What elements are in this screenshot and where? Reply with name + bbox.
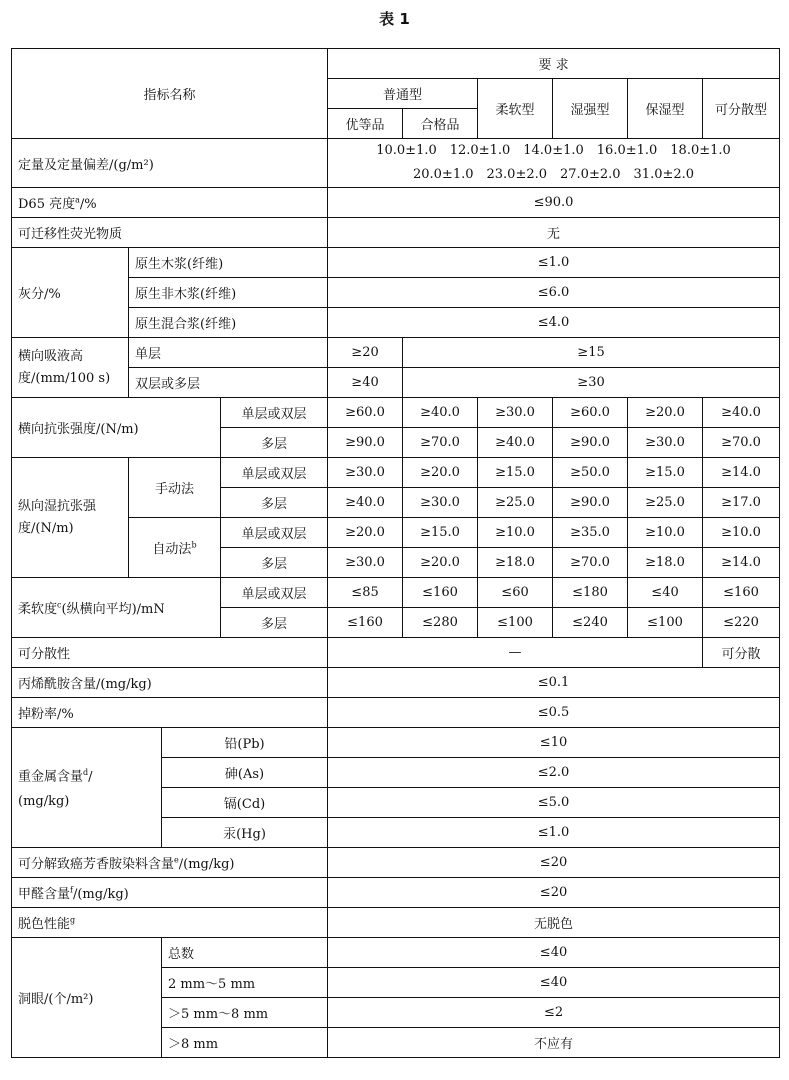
footnote-b: b xyxy=(191,540,197,550)
header-requirement: 要 求 xyxy=(328,49,780,79)
table-cell: ≥90.0 xyxy=(553,428,628,458)
formaldehyde-label-text: 甲醛含量 xyxy=(18,887,71,902)
table-cell: ≥90.0 xyxy=(553,488,628,518)
tensile-label: 横向抗张强度/(N/m) xyxy=(12,398,221,458)
holes-value-2: ≤40 xyxy=(328,968,780,998)
heavy-metal-label-tail: / xyxy=(88,769,93,785)
dust-label: 掉粉率/% xyxy=(12,698,328,728)
holes-value-3: ≤2 xyxy=(328,998,780,1028)
fluorescent-value: 无 xyxy=(328,218,780,248)
table-cell: ≥20.0 xyxy=(328,518,403,548)
ash-value-1: ≤1.0 xyxy=(328,248,780,278)
absorb-multi-rest: ≥30 xyxy=(403,368,780,398)
footnote-a: a xyxy=(75,195,80,205)
table-cell: ≥30.0 xyxy=(403,488,478,518)
table-cell: ≤160 xyxy=(328,608,403,638)
wet-sub-multi: 多层 xyxy=(221,488,328,518)
table-cell: ≥70.0 xyxy=(403,428,478,458)
row-absorb-1 xyxy=(12,338,780,368)
heavy-metal-label xyxy=(12,728,162,848)
grammage-line-1: 10.0±1.0 12.0±1.0 14.0±1.0 16.0±1.0 18.0±1.0 xyxy=(376,143,731,158)
row-acrylamide xyxy=(12,668,780,698)
row-wet-manual-single xyxy=(12,458,780,488)
brightness-value: ≤90.0 xyxy=(328,188,780,218)
absorb-sub-multi: 双层或多层 xyxy=(129,368,328,398)
table-cell: ≥30.0 xyxy=(328,458,403,488)
heavy-metal-label-text: 重金属含量 xyxy=(18,769,84,785)
ash-label: 灰分/% xyxy=(12,248,129,338)
formaldehyde-label xyxy=(12,878,328,908)
softness-sub-1: 单层或双层 xyxy=(221,578,328,608)
decolor-label xyxy=(12,908,328,938)
formaldehyde-value: ≤20 xyxy=(328,878,780,908)
row-dust xyxy=(12,698,780,728)
table-cell: ≥40.0 xyxy=(403,398,478,428)
holes-value-1: ≤40 xyxy=(328,938,780,968)
ash-sub-3: 原生混合浆(纤维) xyxy=(129,308,328,338)
footnote-g: g xyxy=(70,915,76,925)
tensile-sub-2: 多层 xyxy=(221,428,328,458)
specification-table xyxy=(11,48,780,1058)
table-cell: ≥10.0 xyxy=(628,518,703,548)
holes-sub-3: ＞5 mm～8 mm xyxy=(162,998,328,1028)
ash-value-3: ≤4.0 xyxy=(328,308,780,338)
fluorescent-label: 可迁移性荧光物质 xyxy=(12,218,328,248)
ash-sub-1: 原生木浆(纤维) xyxy=(129,248,328,278)
dust-value: ≤0.5 xyxy=(328,698,780,728)
table-cell: ≤280 xyxy=(403,608,478,638)
header-dispersible: 可分散型 xyxy=(703,79,780,139)
table-cell: ≥30.0 xyxy=(628,428,703,458)
absorb-sub-single: 单层 xyxy=(129,338,328,368)
row-brightness xyxy=(12,188,780,218)
grammage-label: 定量及定量偏差/(g/m²) xyxy=(12,139,328,188)
holes-sub-4: ＞8 mm xyxy=(162,1028,328,1058)
table-cell: ≤160 xyxy=(403,578,478,608)
heavy-metal-as-value: ≤2.0 xyxy=(328,758,780,788)
grammage-line-2: 20.0±1.0 23.0±2.0 27.0±2.0 31.0±2.0 xyxy=(412,167,695,182)
table-cell: ≥10.0 xyxy=(478,518,553,548)
wet-tensile-label: 纵向湿抗张强度/(N/m) xyxy=(12,458,129,578)
azo-label xyxy=(12,848,328,878)
table-cell: ≥15.0 xyxy=(403,518,478,548)
table-cell: ≥60.0 xyxy=(553,398,628,428)
brightness-label-text: D65 亮度 xyxy=(18,197,76,212)
tensile-sub-1: 单层或双层 xyxy=(221,398,328,428)
wet-sub-multi: 多层 xyxy=(221,548,328,578)
table-cell: ≥30.0 xyxy=(478,398,553,428)
decolor-value: 无脱色 xyxy=(328,908,780,938)
wet-auto-method xyxy=(129,518,221,578)
header-moisturizing: 保湿型 xyxy=(628,79,703,139)
footnote-c: c xyxy=(57,600,62,610)
formaldehyde-unit: /(mg/kg) xyxy=(72,887,129,902)
table-cell: ≥40.0 xyxy=(703,398,780,428)
azo-unit: /(mg/kg) xyxy=(178,857,235,872)
absorb-label: 横向吸液高度/(mm/100 s) xyxy=(12,338,129,398)
heavy-metal-pb: 铅(Pb) xyxy=(162,728,328,758)
table-cell: ≥90.0 xyxy=(328,428,403,458)
heavy-metal-cd: 镉(Cd) xyxy=(162,788,328,818)
acrylamide-label: 丙烯酰胺含量/(mg/kg) xyxy=(12,668,328,698)
table-cell: ≤60 xyxy=(478,578,553,608)
brightness-unit: /% xyxy=(79,197,97,212)
table-cell: ≥70.0 xyxy=(553,548,628,578)
table-cell: ≥20.0 xyxy=(403,458,478,488)
absorb-multi-superior: ≥40 xyxy=(328,368,403,398)
footnote-d: d xyxy=(83,768,89,778)
softness-label xyxy=(12,578,221,638)
table-cell: ≥50.0 xyxy=(553,458,628,488)
wet-manual-method: 手动法 xyxy=(129,458,221,518)
table-cell: ≥60.0 xyxy=(328,398,403,428)
dispersibility-dispersible: 可分散 xyxy=(703,638,780,668)
table-cell: ≥70.0 xyxy=(703,428,780,458)
footnote-e: e xyxy=(174,855,179,865)
table-cell: ≥20.0 xyxy=(403,548,478,578)
acrylamide-value: ≤0.1 xyxy=(328,668,780,698)
table-cell: ≥40.0 xyxy=(478,428,553,458)
absorb-single-rest: ≥15 xyxy=(403,338,780,368)
table-cell: ≤160 xyxy=(703,578,780,608)
header-normal-type: 普通型 xyxy=(328,79,478,109)
table-cell: ≥14.0 xyxy=(703,458,780,488)
table-cell: ≥17.0 xyxy=(703,488,780,518)
header-soft: 柔软型 xyxy=(478,79,553,139)
row-tensile-1 xyxy=(12,398,780,428)
heavy-metal-hg: 汞(Hg) xyxy=(162,818,328,848)
table-cell: ≥15.0 xyxy=(478,458,553,488)
azo-label-text: 可分解致癌芳香胺染料含量 xyxy=(18,857,175,872)
decolor-label-text: 脱色性能 xyxy=(18,917,71,932)
absorb-single-superior: ≥20 xyxy=(328,338,403,368)
holes-sub-2: 2 mm～5 mm xyxy=(162,968,328,998)
table-cell: ≥30.0 xyxy=(328,548,403,578)
heavy-metal-cd-value: ≤5.0 xyxy=(328,788,780,818)
azo-value: ≤20 xyxy=(328,848,780,878)
holes-label: 洞眼/(个/m²) xyxy=(12,938,162,1058)
table-cell: ≤100 xyxy=(628,608,703,638)
table-cell: ≤40 xyxy=(628,578,703,608)
dispersibility-label: 可分散性 xyxy=(12,638,328,668)
row-dispersibility xyxy=(12,638,780,668)
heavy-metal-hg-value: ≤1.0 xyxy=(328,818,780,848)
table-cell: ≥25.0 xyxy=(628,488,703,518)
header-row-1 xyxy=(12,49,780,79)
row-azo xyxy=(12,848,780,878)
table-cell: ≤240 xyxy=(553,608,628,638)
heavy-metal-as: 砷(As) xyxy=(162,758,328,788)
table-cell: ≥14.0 xyxy=(703,548,780,578)
header-qualified: 合格品 xyxy=(403,109,478,139)
softness-label-text: 柔软度 xyxy=(18,602,58,617)
table-cell: ≤180 xyxy=(553,578,628,608)
softness-unit: (纵横向平均)/mN xyxy=(61,602,165,617)
table-cell: ≥40.0 xyxy=(328,488,403,518)
header-indicator: 指标名称 xyxy=(12,49,328,139)
row-heavy-metal-pb xyxy=(12,728,780,758)
table-cell: ≥10.0 xyxy=(703,518,780,548)
ash-sub-2: 原生非木浆(纤维) xyxy=(129,278,328,308)
softness-sub-2: 多层 xyxy=(221,608,328,638)
table-cell: ≥18.0 xyxy=(628,548,703,578)
table-cell: ≤220 xyxy=(703,608,780,638)
row-decolor xyxy=(12,908,780,938)
table-cell: ≤85 xyxy=(328,578,403,608)
table-caption: 表 1 xyxy=(379,10,410,28)
header-superior: 优等品 xyxy=(328,109,403,139)
wet-sub-single: 单层或双层 xyxy=(221,458,328,488)
footnote-f: f xyxy=(70,885,73,895)
table-cell: ≤100 xyxy=(478,608,553,638)
row-holes-1 xyxy=(12,938,780,968)
row-fluorescent xyxy=(12,218,780,248)
row-softness-1 xyxy=(12,578,780,608)
table-cell: ≥18.0 xyxy=(478,548,553,578)
table-cell: ≥25.0 xyxy=(478,488,553,518)
ash-value-2: ≤6.0 xyxy=(328,278,780,308)
wet-auto-method-text: 自动法 xyxy=(152,542,192,557)
table-cell: ≥35.0 xyxy=(553,518,628,548)
brightness-label xyxy=(12,188,328,218)
holes-value-4: 不应有 xyxy=(328,1028,780,1058)
row-grammage xyxy=(12,139,780,188)
dispersibility-common: — xyxy=(328,638,703,668)
table-cell: ≥20.0 xyxy=(628,398,703,428)
table-cell: ≥15.0 xyxy=(628,458,703,488)
holes-sub-1: 总数 xyxy=(162,938,328,968)
grammage-values xyxy=(328,139,780,188)
heavy-metal-pb-value: ≤10 xyxy=(328,728,780,758)
heavy-metal-label-unit: (mg/kg) xyxy=(18,793,70,809)
row-ash-1 xyxy=(12,248,780,278)
heavy-metal-label-line-1 xyxy=(18,761,155,789)
wet-sub-single: 单层或双层 xyxy=(221,518,328,548)
header-wet-strength: 湿强型 xyxy=(553,79,628,139)
row-formaldehyde xyxy=(12,878,780,908)
